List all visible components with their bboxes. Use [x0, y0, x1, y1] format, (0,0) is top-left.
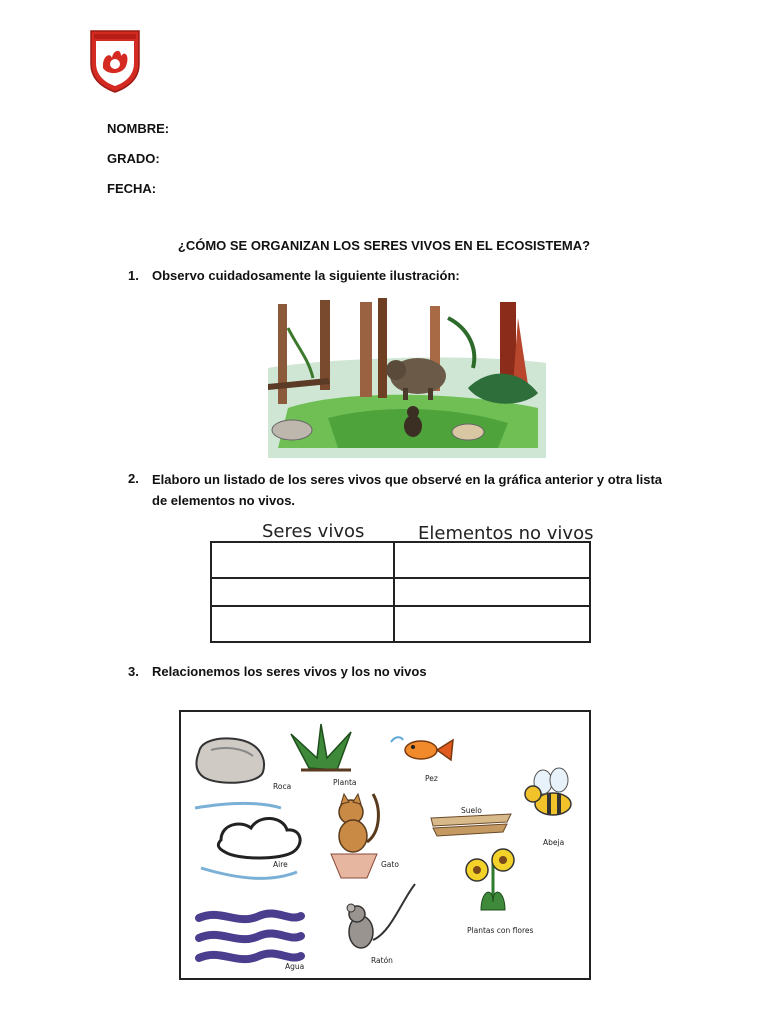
table-row-divider [212, 577, 589, 579]
field-fecha: FECHA: [107, 181, 157, 196]
item-number: 2. [128, 471, 139, 486]
soil-icon [431, 814, 511, 836]
item-number: 1. [128, 268, 139, 283]
item-text: Observo cuidadosamente la siguiente ilustración: [152, 268, 460, 283]
answer-table [210, 541, 591, 643]
field-grado: GRADO: [107, 151, 160, 166]
water-icon [199, 913, 301, 959]
label-plantas-con-flores: Plantas con flores [467, 926, 534, 935]
plant-icon [291, 724, 351, 770]
cat-icon [331, 794, 378, 878]
label-pez: Pez [425, 774, 438, 783]
field-nombre: NOMBRE: [107, 121, 170, 136]
table-header-seres-vivos: Seres vivos [262, 521, 365, 542]
flowering-plant-icon [466, 849, 514, 910]
item-number: 3. [128, 664, 139, 679]
page-title: ¿CÓMO SE ORGANIZAN LOS SERES VIVOS EN EL ECOSISTEMA? [177, 238, 591, 253]
label-agua: Agua [285, 962, 305, 971]
bee-icon [525, 768, 571, 815]
label-raton: Ratón [371, 956, 393, 965]
label-planta: Planta [333, 778, 357, 787]
item-text: Elaboro un listado de los seres vivos que observé en la gráfica anterior y otra lista de elementos no vivos. [152, 472, 662, 508]
label-suelo: Suelo [461, 806, 482, 815]
label-aire: Aire [273, 860, 288, 869]
item-text: Relacionemos los seres vivos y los no vivos [152, 664, 427, 679]
mouse-icon [347, 884, 415, 948]
fish-icon [391, 737, 453, 760]
label-roca: Roca [273, 782, 292, 791]
label-abeja: Abeja [543, 838, 565, 847]
table-column-divider [393, 543, 395, 641]
table-header-no-vivos: Elementos no vivos [418, 523, 594, 544]
label-gato: Gato [381, 860, 399, 869]
rock-icon [197, 739, 265, 783]
school-logo [88, 28, 142, 94]
forest-illustration [268, 298, 546, 458]
shield-icon [88, 28, 142, 94]
table-row-divider [212, 605, 589, 607]
relation-illustration [179, 710, 591, 980]
